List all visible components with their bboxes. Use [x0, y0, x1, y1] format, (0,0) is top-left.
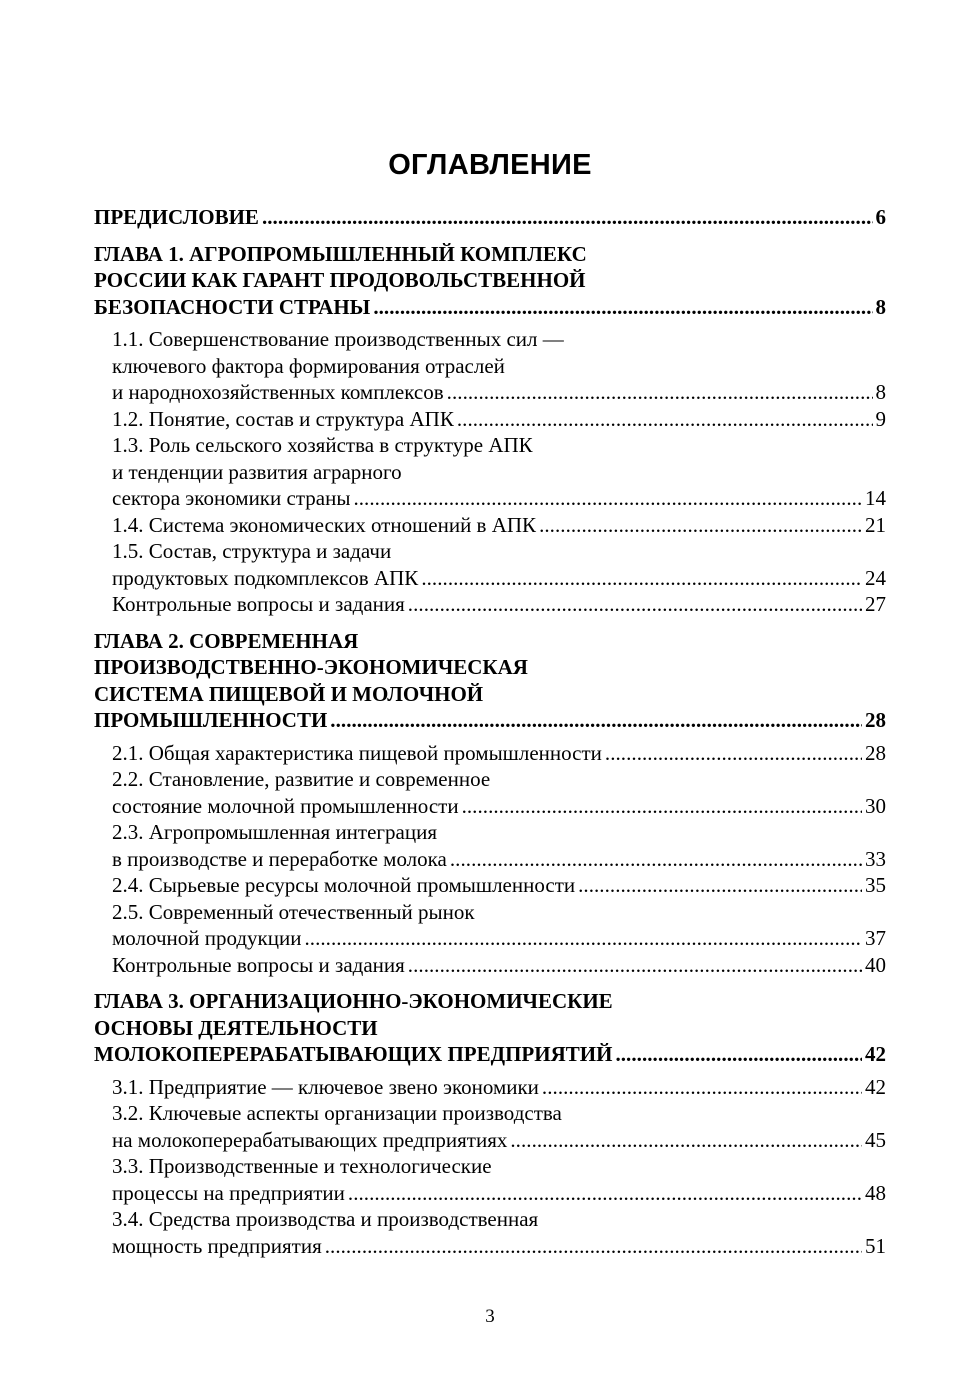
toc-entry-line: ключевого фактора формирования отраслей — [112, 353, 505, 378]
dot-leader — [408, 591, 862, 618]
toc-chapter-entry[interactable] — [94, 204, 886, 231]
toc-entry-final-line — [94, 294, 886, 321]
toc-section-entry[interactable] — [94, 591, 886, 618]
toc-entry-text: продуктовых подкомплексов АПК — [112, 565, 419, 590]
dot-leader — [408, 952, 862, 979]
toc-entry-line: 3.2. Ключевые аспекты организации производства — [112, 1101, 562, 1125]
toc-entry-line: 3.4. Средства производства и производственная — [112, 1207, 539, 1231]
dot-leader — [447, 379, 873, 406]
toc-section-entry[interactable] — [94, 819, 886, 872]
toc-entry-final-line — [112, 512, 886, 539]
toc-chapter-entry[interactable] — [94, 988, 886, 1068]
toc-page-number: 14 — [865, 486, 886, 510]
toc-section-entry[interactable] — [94, 899, 886, 952]
toc-entry-text: процессы на предприятии — [112, 1180, 345, 1205]
toc-entry-line: ГЛАВА 2. СОВРЕМЕННАЯ — [94, 628, 359, 653]
toc-page-number: 21 — [865, 512, 886, 537]
toc-entry-line: 1.3. Роль сельского хозяйства в структуре АПК — [112, 433, 533, 457]
dot-leader — [450, 846, 862, 873]
toc-entry-line: и тенденции развития аграрного — [112, 459, 402, 484]
dot-leader — [615, 1041, 862, 1068]
dot-leader — [542, 1074, 862, 1101]
toc-entry-text: в производстве и переработке молока — [112, 846, 447, 871]
toc-entry-line: ОСНОВЫ ДЕЯТЕЛЬНОСТИ — [94, 1015, 378, 1040]
toc-entry-final-line — [112, 952, 886, 979]
toc-entry-text: Контрольные вопросы и задания — [112, 592, 405, 616]
toc-entry-final-line — [112, 925, 886, 952]
dot-leader — [462, 793, 862, 820]
toc-entry-final-line — [94, 204, 886, 231]
toc-entry-text: состояние молочной промышленности — [112, 793, 459, 818]
toc-entry-text: 2.4. Сырьевые ресурсы молочной промышленности — [112, 873, 576, 897]
toc-entry-final-line — [112, 1074, 886, 1101]
toc-entry-text: 1.2. Понятие, состав и структура АПК — [112, 406, 454, 431]
toc-page-number: 24 — [865, 565, 886, 590]
toc-page-number: 40 — [865, 952, 886, 977]
toc-entry-line: 1.1. Совершенствование производственных сил — — [112, 327, 564, 351]
dot-leader — [578, 872, 862, 899]
toc-chapter-entry[interactable] — [94, 241, 886, 321]
toc-entry-text: сектора экономики страны — [112, 486, 351, 510]
dot-leader — [330, 707, 862, 734]
dot-leader — [348, 1180, 862, 1207]
toc-entry-final-line — [112, 591, 886, 618]
toc-entry-final-line — [112, 406, 886, 433]
toc-page-number: 8 — [875, 380, 886, 404]
toc-entry-final-line — [112, 1180, 886, 1207]
toc-page-number: 28 — [865, 708, 886, 732]
toc-entry-final-line — [112, 740, 886, 767]
dot-leader — [605, 740, 862, 767]
toc-chapter-entry[interactable] — [94, 628, 886, 734]
toc-page-number: 6 — [875, 205, 886, 229]
toc-entry-text: МОЛОКОПЕРЕРАБАТЫВАЮЩИХ ПРЕДПРИЯТИЙ — [94, 1042, 613, 1066]
dot-leader — [325, 1233, 862, 1260]
toc-entry-final-line — [112, 846, 886, 873]
toc-entry-final-line — [112, 565, 886, 592]
toc-page-number: 27 — [865, 592, 886, 616]
toc-entry-line: ПРОИЗВОДСТВЕННО-ЭКОНОМИЧЕСКАЯ — [94, 655, 528, 679]
toc-entry-line: ГЛАВА 1. АГРОПРОМЫШЛЕННЫЙ КОМПЛЕКС — [94, 241, 587, 266]
toc-entry-text: 2.1. Общая характеристика пищевой промышленности — [112, 740, 602, 765]
toc-page-number: 33 — [865, 846, 886, 871]
toc-entry-final-line — [112, 1233, 886, 1260]
toc-page-number: 30 — [865, 793, 886, 818]
toc-entry-final-line — [112, 872, 886, 899]
page-title: ОГЛАВЛЕНИЕ — [388, 149, 592, 181]
toc-entry-text: на молокоперерабатывающих предприятиях — [112, 1127, 508, 1152]
toc-entry-text: Контрольные вопросы и задания — [112, 952, 405, 977]
toc-entry-line: 2.3. Агропромышленная интеграция — [112, 820, 437, 844]
toc-entry-line: 2.2. Становление, развитие и современное — [112, 767, 491, 791]
toc-page-number: 45 — [865, 1127, 886, 1152]
toc-entry-final-line — [112, 379, 886, 406]
toc-section-entry[interactable] — [94, 1100, 886, 1153]
toc-entry-text: БЕЗОПАСНОСТИ СТРАНЫ — [94, 294, 371, 319]
toc-section-entry[interactable] — [94, 1074, 886, 1101]
toc-entry-final-line — [112, 1127, 886, 1154]
toc-section-entry[interactable] — [94, 1153, 886, 1206]
toc-entry-line: 2.5. Современный отечественный рынок — [112, 899, 475, 924]
toc-page-number: 28 — [865, 740, 886, 765]
toc-page-number: 48 — [865, 1180, 886, 1205]
toc-section-entry[interactable] — [94, 766, 886, 819]
toc-section-entry[interactable] — [94, 512, 886, 539]
dot-leader — [539, 512, 862, 539]
toc-page-number: 35 — [865, 873, 886, 897]
toc-entry-line: 3.3. Производственные и технологические — [112, 1154, 492, 1178]
toc-entry-final-line — [94, 707, 886, 734]
dot-leader — [353, 485, 862, 512]
toc-entry-text: 1.4. Система экономических отношений в АПК — [112, 512, 537, 537]
toc-section-entry[interactable] — [94, 872, 886, 899]
toc-entry-line: СИСТЕМА ПИЩЕВОЙ И МОЛОЧНОЙ — [94, 681, 484, 706]
table-of-contents — [94, 204, 886, 1259]
toc-section-entry[interactable] — [94, 952, 886, 979]
toc-entry-text: 3.1. Предприятие — ключевое звено экономики — [112, 1074, 539, 1099]
toc-entry-text: молочной продукции — [112, 926, 302, 950]
toc-page-number: 51 — [865, 1233, 886, 1258]
toc-section-entry[interactable] — [94, 326, 886, 406]
toc-page-number: 37 — [865, 926, 886, 950]
toc-entry-final-line — [94, 1041, 886, 1068]
toc-entry-text: ПРОМЫШЛЕННОСТИ — [94, 708, 328, 732]
toc-entry-line: ГЛАВА 3. ОРГАНИЗАЦИОННО-ЭКОНОМИЧЕСКИЕ — [94, 989, 613, 1013]
toc-entry-text: и народнохозяйственных комплексов — [112, 380, 444, 404]
dot-leader — [304, 925, 862, 952]
page-number: 3 — [485, 1306, 495, 1327]
dot-leader — [421, 565, 862, 592]
toc-page-number: 9 — [875, 406, 886, 431]
toc-entry-final-line — [112, 793, 886, 820]
toc-entry-line: 1.5. Состав, структура и задачи — [112, 539, 392, 563]
toc-section-entry[interactable] — [94, 432, 886, 512]
toc-entry-final-line — [112, 485, 886, 512]
dot-leader — [373, 294, 872, 321]
toc-section-entry[interactable] — [94, 538, 886, 591]
toc-page-number: 8 — [875, 294, 886, 319]
toc-section-entry[interactable] — [94, 1206, 886, 1259]
toc-page-number: 42 — [865, 1042, 886, 1066]
toc-entry-text: мощность предприятия — [112, 1233, 322, 1258]
toc-section-entry[interactable] — [94, 406, 886, 433]
toc-section-entry[interactable] — [94, 740, 886, 767]
toc-entry-text: ПРЕДИСЛОВИЕ — [94, 205, 259, 229]
dot-leader — [510, 1127, 862, 1154]
toc-page-number: 42 — [865, 1074, 886, 1099]
dot-leader — [457, 406, 873, 433]
dot-leader — [262, 204, 873, 231]
toc-entry-line: РОССИИ КАК ГАРАНТ ПРОДОВОЛЬСТВЕННОЙ — [94, 268, 586, 292]
